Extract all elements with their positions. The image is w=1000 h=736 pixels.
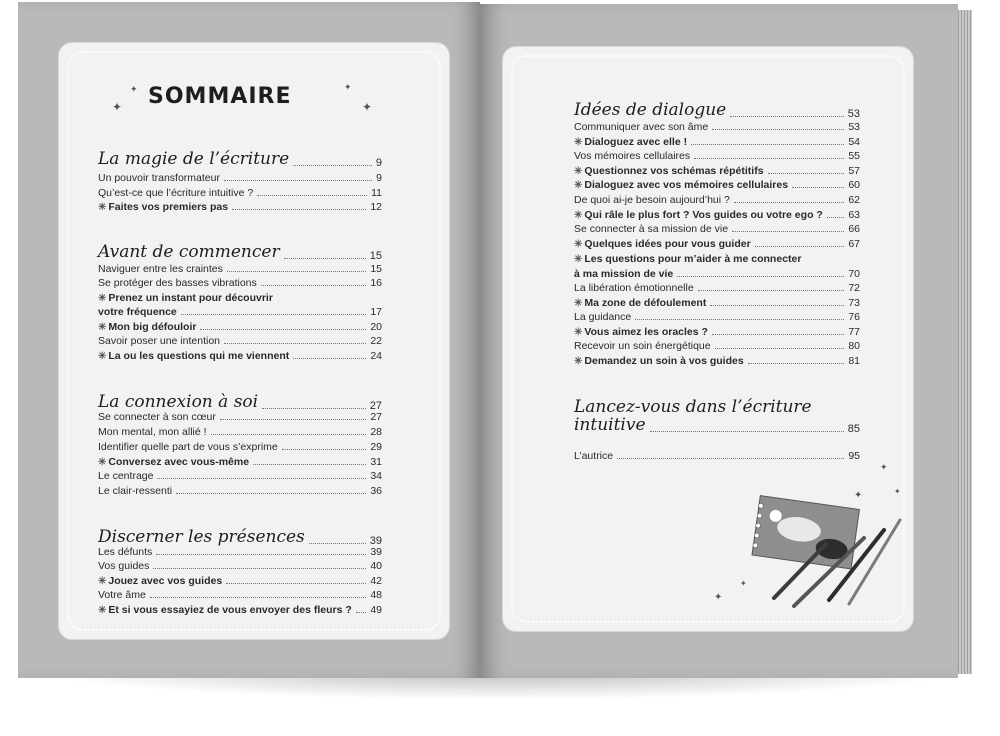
toc-entry-text: à ma mission de vie [574,268,674,280]
toc-page-number: 49 [370,604,382,616]
toc-page-number: 28 [370,426,382,438]
toc-entry-label [574,165,764,177]
toc-entry [98,546,382,558]
sparkle-bullet-icon: ✳ [574,327,583,338]
dot-leader [650,431,844,432]
toc-entry-label [98,292,273,304]
dot-leader [176,493,366,494]
toc-entry-text: Idées de dialogue [574,100,727,120]
toc-entry-text: Quelques idées pour vous guider [584,238,751,250]
toc-entry [98,306,382,318]
toc-chapter [98,527,382,547]
toc-entry-text: Les défunts [98,546,153,558]
sparkle-icon: ✦ [362,100,373,114]
toc-entry [574,282,860,294]
toc-entry-label [574,397,812,417]
dot-leader [232,209,366,210]
toc-page-number: 81 [848,355,860,367]
toc-entry [574,209,860,221]
toc-entry-label [98,604,352,616]
toc-entry-label [574,194,730,206]
sparkle-icon: ✦ [112,100,123,114]
sparkle-bullet-icon: ✳ [574,298,583,309]
dot-leader [227,271,366,272]
toc-entry-label [574,340,711,352]
toc-entry [98,485,382,497]
sparkle-bullet-icon: ✳ [98,351,107,362]
toc-page-number: 29 [370,441,382,453]
toc-entry-label [98,441,278,453]
toc-page-number: 72 [848,282,860,294]
toc-entry-text: Qui râle le plus fort ? Vos guides ou votre ego ? [584,209,823,221]
toc-entry-text: Jouez avec vos guides [108,575,223,587]
toc-entry [98,350,382,362]
toc-entry [574,253,860,265]
toc-entry [98,441,382,453]
toc-entry-label [98,306,177,318]
toc-entry-text: Lancez-vous dans l’écriture [574,397,812,417]
toc-entry [98,277,382,289]
toc-entry-text: Se protéger des basses vibrations [98,277,257,289]
toc-entry-text: Le centrage [98,470,154,482]
toc-entry-label [98,242,280,262]
toc-page-number: 39 [370,546,382,558]
toc-entry-label [98,149,289,169]
toc-page-number: 12 [370,201,382,213]
toc-page-number: 53 [847,108,860,120]
toc-entry-label [98,470,153,482]
toc-entry [574,311,860,323]
toc-entry-label [574,326,708,338]
dot-leader [755,246,845,247]
dot-leader [220,419,366,420]
toc-entry-label [98,172,220,184]
dot-leader [827,217,845,218]
toc-entry [98,470,382,482]
toc-page-number: 60 [848,179,860,191]
dot-leader [253,464,366,465]
toc-entry-text: Conversez avec vous-même [108,456,250,468]
sparkle-bullet-icon: ✳ [98,322,107,333]
toc-page-number: 55 [848,150,860,162]
toc-page-number: 9 [376,172,382,184]
toc-page-number: 53 [848,121,860,133]
toc-entry-label [574,282,694,294]
sparkle-bullet-icon: ✳ [98,576,107,587]
toc-entry [98,292,382,304]
toc-entry-label [98,560,149,572]
toc-entry-label [574,238,751,250]
toc-entry-text: Vos mémoires cellulaires [574,150,691,162]
dot-leader [156,554,366,555]
toc-page-number: 66 [848,223,860,235]
toc-page-number: 22 [370,335,382,347]
toc-entry-label [98,485,172,497]
toc-entry-text: Le clair-ressenti [98,485,173,497]
sparkle-bullet-icon: ✳ [574,180,583,191]
dot-leader [732,231,844,232]
toc-page-number: 80 [848,340,860,352]
toc-entry [574,238,860,250]
toc-entry [98,172,382,184]
dot-leader [748,363,845,364]
dot-leader [768,173,845,174]
sparkle-bullet-icon: ✳ [574,254,583,265]
toc-entry-text: Un pouvoir transformateur [98,172,220,184]
toc-chapter [574,397,860,417]
toc-entry-text: Prenez un instant pour découvrir [108,292,273,304]
toc-entry [98,411,382,423]
toc-entry [574,165,860,177]
toc-entry [574,268,860,280]
toc-page-number: 31 [370,456,382,468]
dot-leader [715,348,845,349]
dot-leader [150,597,366,598]
toc-page-number: 9 [375,157,382,169]
toc-entry [574,340,860,352]
dot-leader [635,319,844,320]
dot-leader [224,343,366,344]
toc-entry [574,121,860,133]
sparkle-bullet-icon: ✳ [98,605,107,616]
toc-entry-label [98,350,289,362]
dot-leader [200,329,366,330]
toc-entry-label [98,321,196,333]
dot-leader [691,144,844,145]
sparkle-bullet-icon: ✳ [574,356,583,367]
toc-entry-text: De quoi ai-je besoin aujourd’hui ? [574,194,730,206]
toc-entry-label [98,411,216,423]
toc-page-number: 40 [370,560,382,572]
toc-entry [98,575,382,587]
toc-entry-text: intuitive [574,415,646,435]
dot-leader [710,305,844,306]
page-title: SOMMAIRE [148,84,292,109]
sparkle-bullet-icon: ✳ [574,239,583,250]
toc-entry [574,223,860,235]
svg-text:✦: ✦ [714,592,723,603]
toc-page-number: 63 [848,209,860,221]
toc-entry-text: La magie de l’écriture [98,149,290,169]
toc-entry-label [98,201,228,213]
toc-page-number: 20 [370,321,382,333]
dot-leader [211,434,367,435]
toc-page-number: 42 [370,575,382,587]
dot-leader [257,195,367,196]
toc-entry-label [98,456,249,468]
sparkle-bullet-icon: ✳ [574,210,583,221]
toc-chapter [98,392,382,412]
dot-leader [730,116,844,117]
toc-entry-label [574,179,788,191]
dot-leader [261,285,367,286]
dot-leader [712,334,844,335]
toc-entry [98,187,382,199]
toc-entry [98,456,382,468]
toc-page-number: 73 [848,297,860,309]
dot-leader [694,158,844,159]
toc-page-number: 24 [370,350,382,362]
toc-page-number: 27 [370,411,382,423]
toc-page-number: 76 [848,311,860,323]
toc-entry-text: Faites vos premiers pas [108,201,229,213]
toc-entry-label [98,575,222,587]
toc-entry-label [98,335,220,347]
dot-leader [293,358,366,359]
toc-page-number: 39 [369,535,382,547]
notebook-pencils-illustration [714,487,914,610]
toc-entry-label [98,589,146,601]
toc-entry-label [574,223,728,235]
toc-entry-label [574,355,744,367]
toc-entry-text: Dialoguez avec elle ! [584,136,688,148]
toc-entry-text: Savoir poser une intention [98,335,220,347]
toc-entry-label [574,150,690,162]
toc-entry-text: La connexion à soi [98,392,259,412]
toc-entry-text: L’autrice [574,450,614,462]
toc-entry-text: Dialoguez avec vos mémoires cellulaires [584,179,789,191]
svg-text:✦: ✦ [854,490,863,501]
sparkle-bullet-icon: ✳ [98,202,107,213]
toc-entry-text: Ma zone de défoulement [584,297,707,309]
toc-entry-label [98,426,207,438]
toc-entry [574,179,860,191]
toc-entry [574,297,860,309]
dot-leader [157,478,366,479]
toc-entry [98,321,382,333]
toc-page-number: 67 [848,238,860,250]
toc-entry [98,426,382,438]
toc-entry-text: Vos guides [98,560,150,572]
toc-page-number: 15 [370,263,382,275]
toc-entry-text: La libération émotionnelle [574,282,694,294]
toc-chapter [98,149,382,169]
toc-page-number: 34 [370,470,382,482]
toc-entry-label [574,415,646,435]
dot-leader [262,408,366,409]
toc-entry-text: Discerner les présences [98,527,305,547]
toc-entry-label [98,277,257,289]
toc-entry-label [574,253,801,265]
toc-entry-label [98,527,305,547]
toc-entry-text: Qu’est-ce que l’écriture intuitive ? [98,187,254,199]
toc-page-number: 11 [371,187,382,199]
toc-page-number: 17 [370,306,382,318]
toc-entry-label [98,546,152,558]
toc-entry-text: Votre âme [98,589,146,601]
dot-leader [712,129,844,130]
toc-entry-text: La guidance [574,311,632,323]
toc-page-number: 95 [848,450,860,462]
toc-page-number: 77 [848,326,860,338]
toc-entry [98,604,382,616]
dot-leader [792,187,844,188]
dot-leader [153,568,366,569]
toc-entry [574,150,860,162]
toc-entry-label [574,209,823,221]
toc-entry-text: votre fréquence [98,306,177,318]
sparkle-icon: ✦ [880,462,888,472]
dot-leader [309,543,366,544]
toc-entry-text: Questionnez vos schémas répétitifs [584,165,764,177]
sparkle-icon: ✦ [130,84,138,94]
dot-leader [224,180,372,181]
toc-entry-text: Mon mental, mon allié ! [98,426,207,438]
toc-entry [574,136,860,148]
toc-entry-label [98,392,258,412]
toc-page-number: 36 [370,485,382,497]
toc-entry-text: La ou les questions qui me viennent [108,350,290,362]
toc-entry [98,560,382,572]
toc-entry [98,335,382,347]
toc-entry-text: Identifier quelle part de vous s’exprime [98,441,278,453]
dot-leader [617,458,844,459]
toc-page-number: 16 [370,277,382,289]
page-edges [958,10,972,674]
toc-entry [574,450,860,462]
svg-text:✦: ✦ [740,579,747,588]
toc-entry [574,355,860,367]
toc-entry-text: Vous aimez les oracles ? [584,326,708,338]
svg-text:✦: ✦ [894,487,901,496]
toc-entry-text: Naviguer entre les craintes [98,263,223,275]
toc-entry-label [574,297,706,309]
toc-entry-label [574,268,673,280]
toc-entry [574,194,860,206]
toc-page-number: 62 [848,194,860,206]
dot-leader [284,258,366,259]
sparkle-bullet-icon: ✳ [98,457,107,468]
toc-chapter [574,100,860,120]
toc-chapter [98,242,382,262]
toc-chapter [574,415,860,435]
toc-entry [98,201,382,213]
toc-page-number: 85 [847,423,860,435]
toc-entry-label [98,263,223,275]
toc-entry [98,589,382,601]
dot-leader [698,290,845,291]
toc-page-number: 48 [370,589,382,601]
dot-leader [293,165,372,166]
toc-page-number: 15 [369,250,382,262]
toc-entry [98,263,382,275]
toc-entry-label [574,450,613,462]
toc-entry-text: Demandez un soin à vos guides [584,355,744,367]
sparkle-bullet-icon: ✳ [574,137,583,148]
toc-entry-text: Communiquer avec son âme [574,121,709,133]
dot-leader [226,583,366,584]
toc-entry-text: Se connecter à sa mission de vie [574,223,729,235]
toc-page-number: 27 [369,400,382,412]
toc-entry-text: Se connecter à son cœur [98,411,216,423]
dot-leader [734,202,844,203]
dot-leader [282,449,367,450]
toc-page-number: 70 [848,268,860,280]
toc-entry-text: Et si vous essayiez de vous envoyer des fleurs ? [108,604,352,616]
sparkle-bullet-icon: ✳ [98,293,107,304]
dot-leader [181,314,367,315]
sparkle-bullet-icon: ✳ [574,166,583,177]
toc-entry-text: Avant de commencer [98,242,280,262]
dot-leader [356,612,367,613]
toc-entry-text: Recevoir un soin énergétique [574,340,711,352]
toc-entry-text: Mon big défouloir [108,321,197,333]
toc-entry-label [574,121,708,133]
toc-entry [574,326,860,338]
toc-entry-label [574,100,726,120]
toc-entry-text: Les questions pour m’aider à me connecter [584,253,802,265]
sparkle-icon: ✦ [344,82,352,92]
toc-entry-label [574,311,631,323]
toc-entry-label [574,136,687,148]
toc-page-number: 54 [848,136,860,148]
dot-leader [677,276,844,277]
toc-entry-label [98,187,253,199]
toc-page-number: 57 [848,165,860,177]
